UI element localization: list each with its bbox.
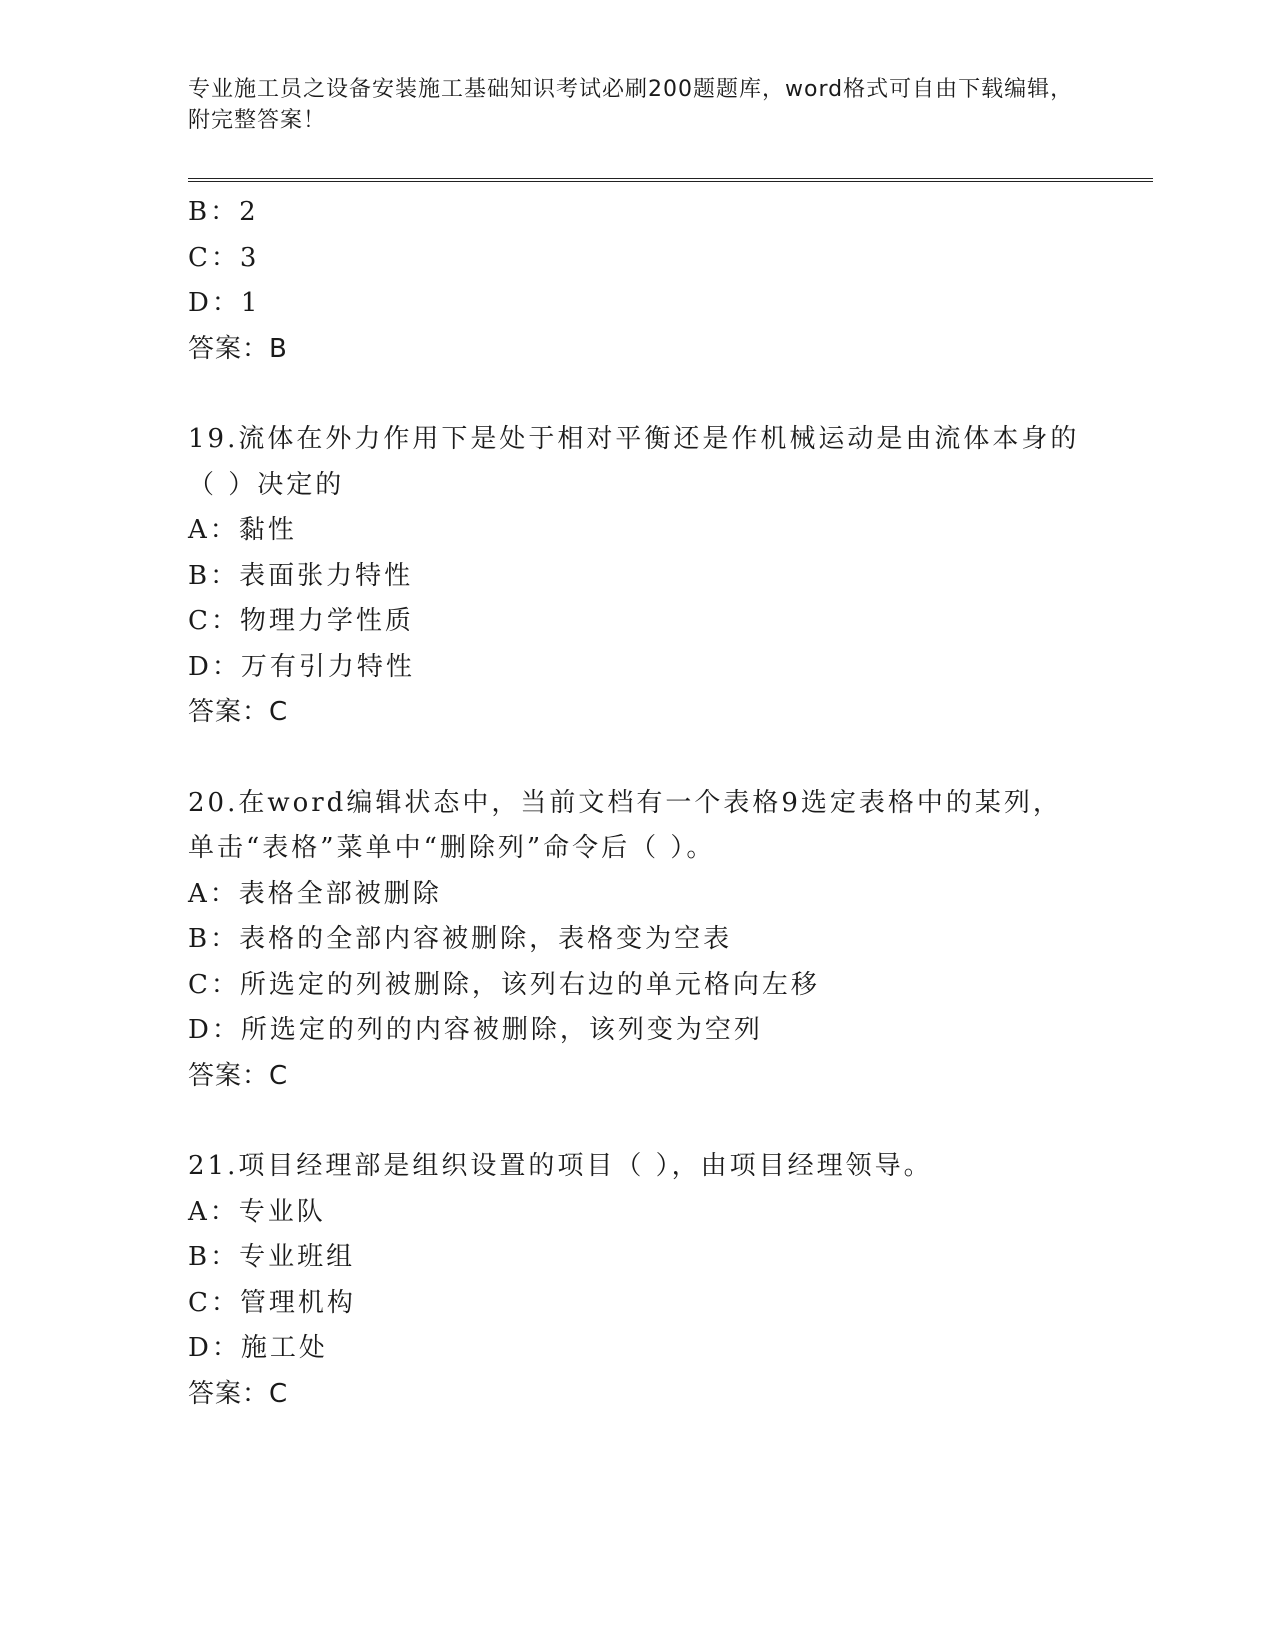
question-block-21 bbox=[188, 1144, 1153, 1417]
document-header bbox=[188, 74, 1078, 136]
option-c: C：所选定的列被删除，该列右边的单元格向左移 bbox=[188, 969, 820, 1000]
option-b: B：专业班组 bbox=[188, 1242, 356, 1272]
option-a: A：表格全部被删除 bbox=[188, 878, 442, 909]
header-divider bbox=[188, 178, 1153, 182]
question-block-prev bbox=[188, 190, 1153, 372]
option-b: B：表格的全部内容被删除，表格变为空表 bbox=[188, 924, 733, 954]
question-stem-line: 单击“表格”菜单中“删除列”命令后（ ）。 bbox=[188, 833, 716, 863]
answer-line: 答案：C bbox=[188, 1060, 289, 1091]
spacer bbox=[188, 372, 1153, 417]
option-c: C：管理机构 bbox=[188, 1287, 356, 1318]
question-list bbox=[188, 190, 1153, 1417]
question-block-19 bbox=[188, 417, 1153, 736]
answer-line: 答案：C bbox=[188, 1378, 289, 1409]
question-stem-line: （ ）决定的 bbox=[188, 469, 345, 500]
option-b: B：2 bbox=[188, 197, 259, 227]
question-block-20 bbox=[188, 781, 1153, 1100]
option-a: A：黏性 bbox=[188, 515, 297, 545]
option-c: C：3 bbox=[188, 242, 260, 273]
option-a: A：专业队 bbox=[188, 1196, 326, 1227]
question-stem-line: 21.项目经理部是组织设置的项目（ ），由项目经理领导。 bbox=[188, 1151, 933, 1181]
spacer bbox=[188, 736, 1153, 781]
answer-line: 答案：B bbox=[188, 333, 288, 364]
option-b: B：表面张力特性 bbox=[188, 560, 414, 591]
spacer bbox=[188, 1099, 1153, 1144]
answer-line: 答案：C bbox=[188, 697, 289, 727]
option-d: D：1 bbox=[188, 288, 261, 318]
option-d: D：所选定的列的内容被删除，该列变为空列 bbox=[188, 1015, 763, 1045]
option-d: D：施工处 bbox=[188, 1333, 328, 1363]
option-c: C：物理力学性质 bbox=[188, 606, 414, 636]
question-stem-line: 19.流体在外力作用下是处于相对平衡还是作机械运动是由流体本身的 bbox=[188, 424, 1080, 454]
question-stem-line: 20.在word编辑状态中，当前文档有一个表格9选定表格中的某列， bbox=[188, 787, 1062, 818]
option-d: D：万有引力特性 bbox=[188, 651, 415, 682]
header-title: 专业施工员之设备安装施工基础知识考试必刷200题题库，word格式可自由下载编辑，附完整答案！ bbox=[188, 77, 1074, 133]
